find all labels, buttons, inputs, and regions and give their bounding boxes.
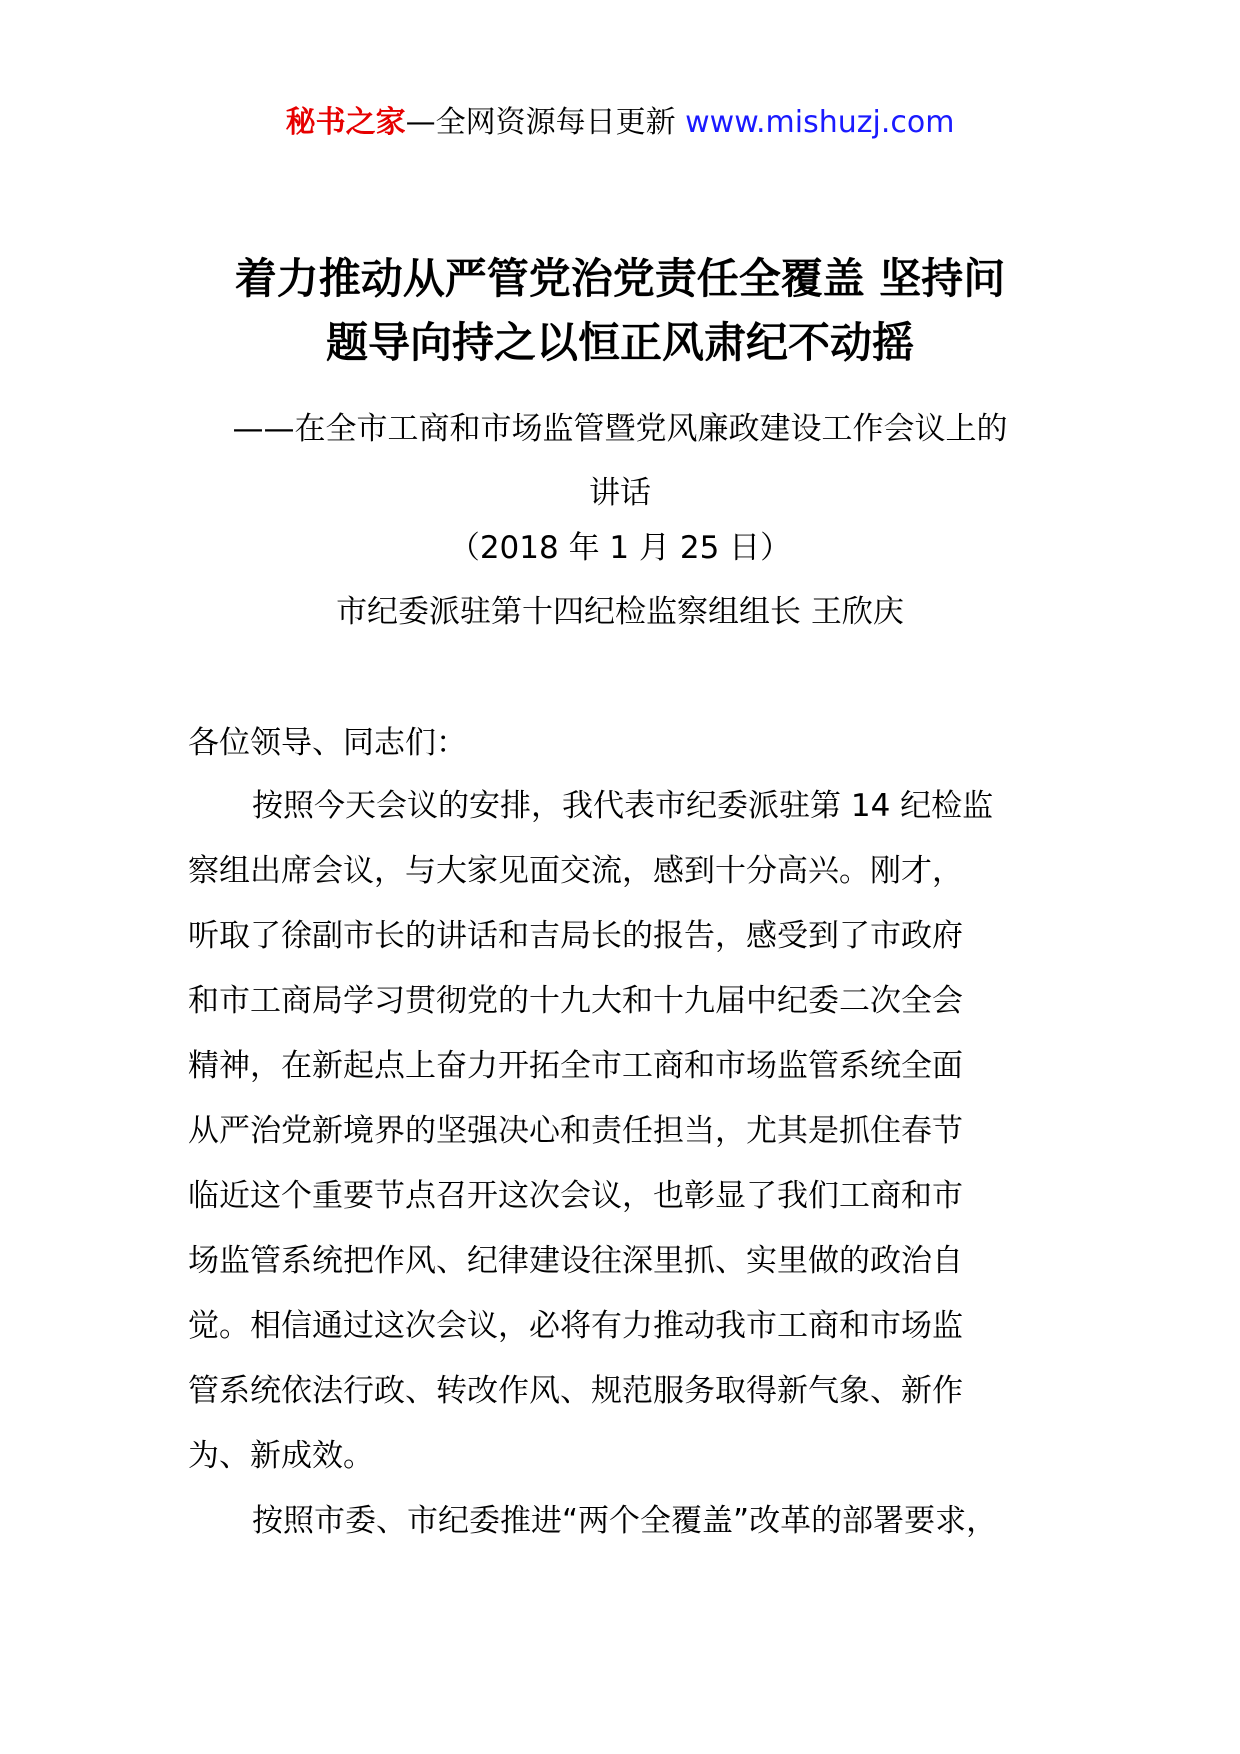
title-line: 题导向持之以恒正风肃纪不动摇 xyxy=(325,318,914,367)
site-url[interactable]: www.mishuzj.com xyxy=(685,105,955,140)
site-tagline: —全网资源每日更新 xyxy=(405,105,676,140)
subtitle-line: ——在全市工商和市场监管暨党风廉政建设工作会议上的 xyxy=(232,411,1008,447)
paragraph-line: 场监管系统把作风、纪律建设往深里抓、实里做的政治自 xyxy=(188,1243,963,1279)
body-paragraph xyxy=(188,1489,1068,1554)
paragraph-line: 从严治党新境界的坚强决心和责任担当，尤其是抓住春节 xyxy=(188,1113,963,1149)
title-line: 着力推动从严管党治党责任全覆盖 坚持问 xyxy=(234,254,1006,303)
paragraph-line: 管系统依法行政、转改作风、规范服务取得新气象、新作 xyxy=(188,1373,963,1409)
brand-name: 秘书之家 xyxy=(285,105,406,140)
paragraph-line: 为、新成效。 xyxy=(188,1438,374,1474)
paragraph-line: 听取了徐副市长的讲话和吉局长的报告，感受到了市政府 xyxy=(188,918,963,954)
paragraph-line: 察组出席会议，与大家见面交流，感到十分高兴。刚才， xyxy=(188,853,963,889)
document-title xyxy=(190,247,1050,375)
subtitle-line: 讲话 xyxy=(589,475,651,511)
paragraph-line: 按照市委、市纪委推进“两个全覆盖”改革的部署要求， xyxy=(252,1503,998,1539)
site-header xyxy=(0,103,1240,143)
paragraph-line: 临近这个重要节点召开这次会议，也彰显了我们工商和市 xyxy=(188,1178,963,1214)
document-subtitle xyxy=(180,397,1060,525)
salutation: 各位领导、同志们： xyxy=(188,725,467,761)
paragraph-line: 精神，在新起点上奋力开拓全市工商和市场监管系统全面 xyxy=(188,1048,963,1084)
body-paragraph xyxy=(188,774,1068,1489)
paragraph-line: 和市工商局学习贯彻党的十九大和十九届中纪委二次全会 xyxy=(188,983,963,1019)
document-author: 市纪委派驻第十四纪检监察组组长 王欣庆 xyxy=(336,594,904,630)
document-date: （2018 年 1 月 25 日） xyxy=(448,530,792,566)
paragraph-line: 觉。相信通过这次会议，必将有力推动我市工商和市场监 xyxy=(188,1308,963,1344)
paragraph-line: 按照今天会议的安排，我代表市纪委派驻第 14 纪检监 xyxy=(252,788,994,824)
